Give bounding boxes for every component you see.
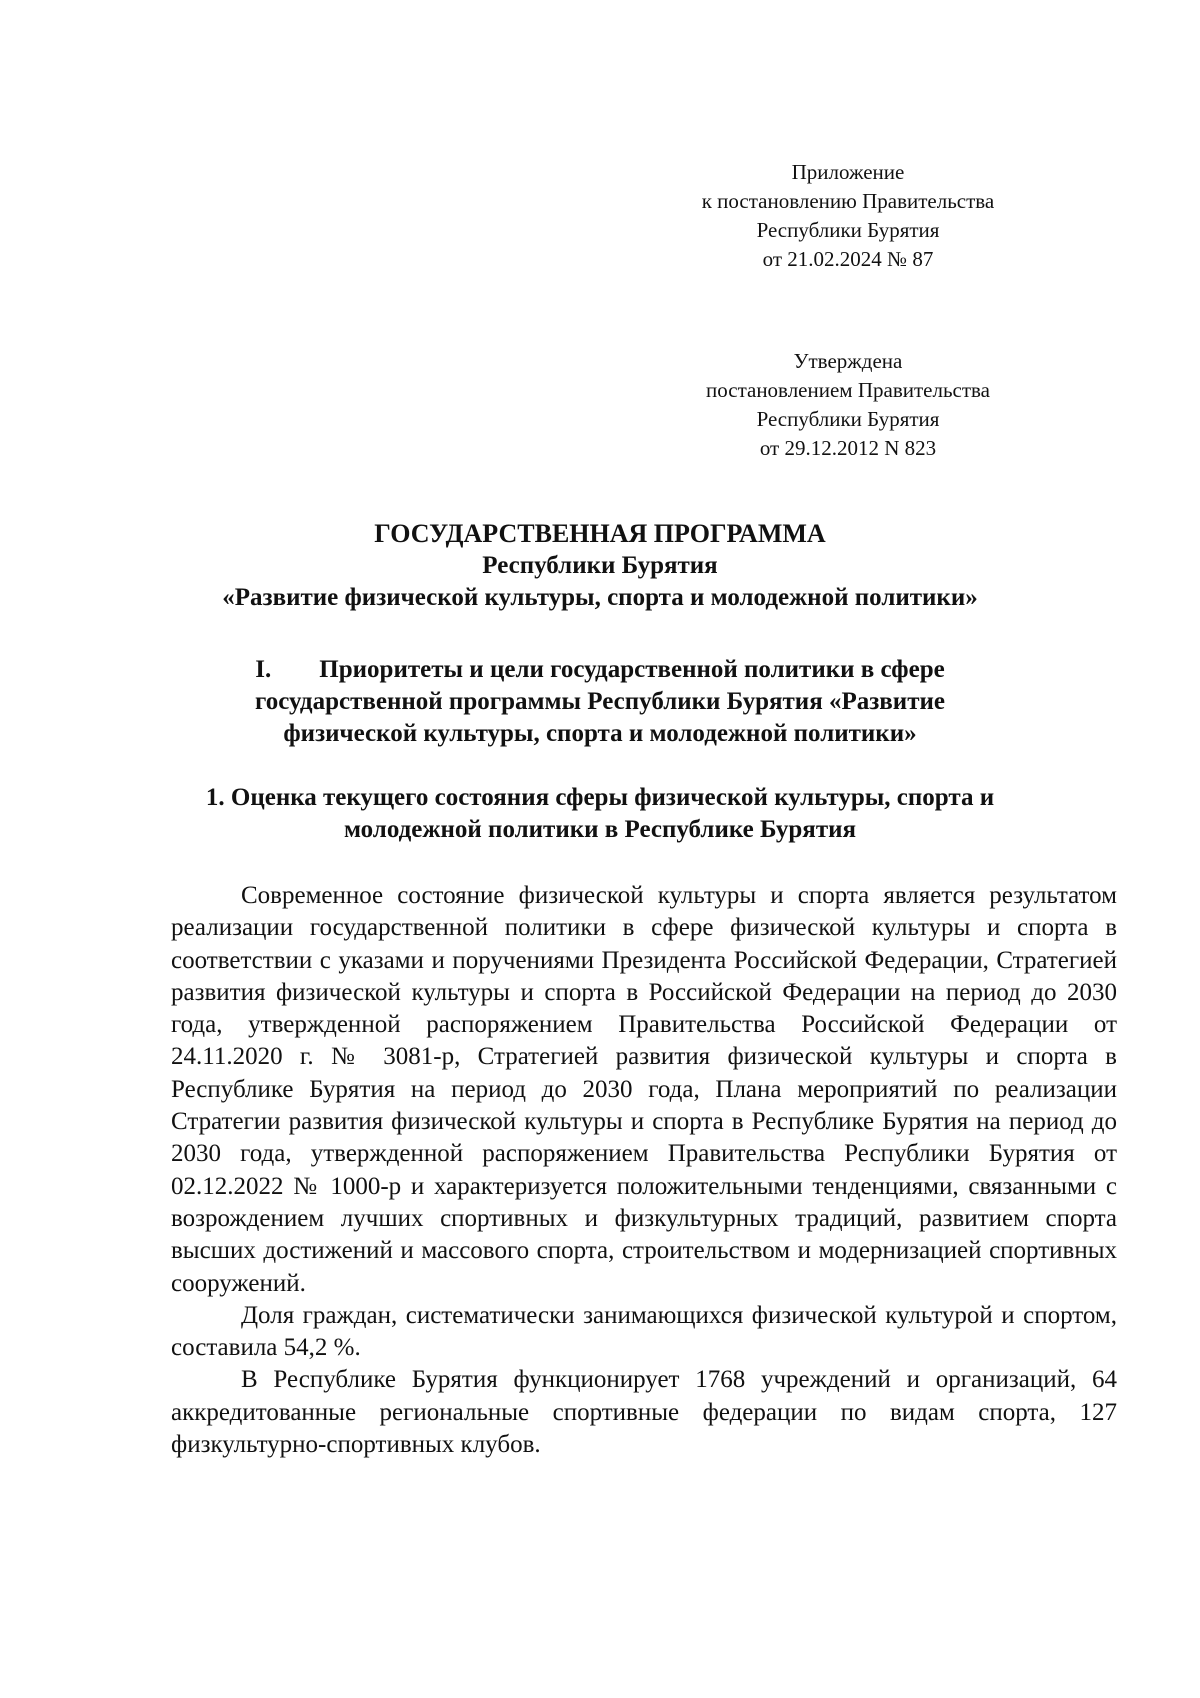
approval-line: Утверждена: [793, 349, 903, 373]
program-title-line: Республики Бурятия: [482, 552, 718, 579]
section-heading-line: [120, 654, 1080, 686]
program-title: [120, 518, 1080, 614]
appendix-stamp: [638, 158, 1058, 274]
approval-stamp: [638, 347, 1058, 463]
subsection-heading-line: 1. Оценка текущего состояния сферы физической культуры, спорта и: [205, 784, 995, 811]
section-heading: [120, 654, 1080, 750]
subsection-heading: [120, 782, 1080, 846]
paragraph: Современное состояние физической культуры и спорта является результатом реализации государственной политики в сфере физической культуры и спорта в соответствии с указами и поручениями Президента Российской Федерации, Стратегией развития физической культуры и спорта в Российской Федерации на период до 2030 года, утвержденной распоряжением Правительства Российской Федерации от 24.11.2020 г. № 3081-р, Стратегией развития физической культуры и спорта в Республике Бурятия на период до 2030 года, Плана мероприятий по реализации Стратегии развития физической культуры и спорта в Республике Бурятия на период до 2030 года, утвержденной распоряжением Правительства Республики Бурятия от 02.12.2022 № 1000-р и характеризуется положительными тенденциями, связанными с возрождением лучших спортивных и физкультурных традиций, развитием спорта высших достижений и массового спорта, строительством и модернизацией спортивных сооружений.: [171, 882, 1117, 1297]
section-number: I.: [255, 656, 272, 683]
approval-line: постановлением Правительства: [705, 378, 990, 402]
appendix-line: Республики Бурятия: [756, 218, 940, 242]
approval-line: Республики Бурятия: [756, 407, 940, 431]
appendix-line: к постановлению Правительства: [701, 189, 995, 213]
program-title-line: «Развитие физической культуры, спорта и молодежной политики»: [222, 584, 978, 611]
body-text: [171, 880, 1117, 1461]
appendix-line: от 21.02.2024 № 87: [762, 247, 934, 271]
appendix-line: Приложение: [791, 160, 905, 184]
program-title-line: ГОСУДАРСТВЕННАЯ ПРОГРАММА: [374, 519, 826, 548]
approval-line: от 29.12.2012 N 823: [759, 436, 937, 460]
section-title-text: Приоритеты и цели государственной политики в сфере: [319, 656, 945, 683]
section-heading-line: государственной программы Республики Бурятия «Развитие: [255, 688, 945, 715]
paragraph: Доля граждан, систематически занимающихся физической культурой и спортом, составила 54,2 %.: [171, 1301, 1117, 1362]
paragraph: В Республике Бурятия функционирует 1768 учреждений и организаций, 64 аккредитованные региональные спортивные федерации по видам спорта, 127 физкультурно-спортивных клубов.: [171, 1366, 1117, 1459]
section-heading-line: физической культуры, спорта и молодежной политики»: [283, 720, 917, 747]
subsection-heading-line: молодежной политики в Республике Бурятия: [343, 816, 857, 843]
